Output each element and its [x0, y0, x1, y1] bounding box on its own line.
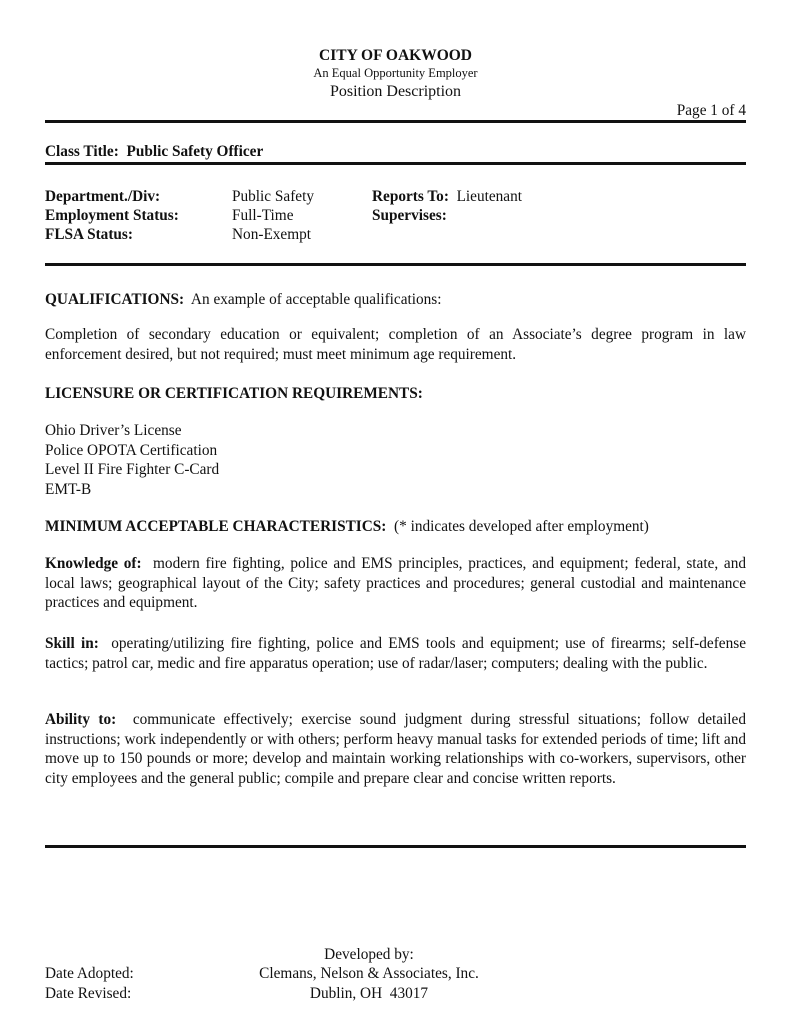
licensure-item: EMT-B [45, 480, 92, 498]
flsa-status-label: FLSA Status: [45, 226, 133, 243]
class-title-divider [45, 162, 746, 165]
licensure-item: Level II Fire Fighter C-Card [45, 461, 220, 478]
skill-label: Skill in: [45, 635, 99, 652]
tagline: An Equal Opportunity Employer [313, 66, 478, 80]
developer-address: Dublin, OH 43017 [309, 985, 429, 1002]
knowledge-paragraph [45, 554, 746, 613]
reports-to-value: Lieutenant [456, 188, 522, 205]
header-divider [45, 120, 746, 123]
flsa-status-value: Non-Exempt [232, 226, 312, 243]
employment-status-label: Employment Status: [45, 207, 179, 224]
qualifications-intro: An example of acceptable qualifications: [190, 291, 442, 308]
supervises-label: Supervises: [372, 207, 447, 224]
developed-by-label: Developed by: [324, 946, 414, 963]
qualifications-text: Completion of secondary education or equivalent; completion of an Associate’s degree program in law enforcement desired, but not required; must meet minimum age requirement. [45, 326, 746, 363]
reports-to [372, 187, 522, 206]
knowledge-text: modern fire fighting, police and EMS principles, practices, and equipment; federal, state, and local laws; geographical layout of the City; safety practices and procedures; general custodial and maintenance practices and equipment. [45, 555, 746, 611]
characteristics-heading-line [45, 517, 649, 536]
page-number: Page 1 of 4 [676, 102, 746, 119]
licensure-heading: LICENSURE OR CERTIFICATION REQUIREMENTS: [45, 385, 423, 402]
characteristics-note: (* indicates developed after employment) [394, 518, 649, 535]
employment-status-value: Full-Time [232, 207, 294, 224]
ability-label: Ability to: [45, 711, 117, 728]
knowledge-label: Knowledge of: [45, 555, 142, 572]
reports-to-label: Reports To: [372, 188, 449, 205]
footer-divider [45, 845, 746, 848]
qualifications-heading: QUALIFICATIONS: [45, 291, 185, 308]
info-divider [45, 263, 746, 266]
developer-company: Clemans, Nelson & Associates, Inc. [259, 965, 479, 982]
licensure-item: Ohio Driver’s License [45, 422, 182, 439]
document-type: Position Description [329, 83, 462, 100]
class-title [45, 142, 263, 161]
skill-text: operating/utilizing fire fighting, police and EMS tools and equipment; use of firearms; self-defense tactics; patrol car, medic and fire apparatus operation; use of radar/laser; computers; dealing with the public. [45, 635, 746, 672]
department-value: Public Safety [232, 188, 314, 205]
skill-paragraph [45, 634, 746, 673]
qualifications-heading-line [45, 290, 442, 309]
date-adopted-label: Date Adopted: [45, 965, 134, 982]
licensure-list [45, 421, 219, 499]
licensure-item: Police OPOTA Certification [45, 441, 218, 459]
ability-paragraph [45, 710, 746, 788]
class-title-value: Public Safety Officer [126, 143, 264, 160]
department-label: Department./Div: [45, 188, 161, 205]
organization-name: CITY OF OAKWOOD [319, 47, 472, 64]
class-title-label: Class Title: [45, 143, 119, 160]
date-revised-label: Date Revised: [45, 985, 132, 1002]
characteristics-heading: MINIMUM ACCEPTABLE CHARACTERISTICS: [45, 518, 387, 535]
ability-text: communicate effectively; exercise sound judgment during stressful situations; follow detailed instructions; work independently or with others; perform heavy manual tasks for extended periods of time; lift and move up to 150 pounds or more; develop and maintain working relationships with co-workers, supervisors, other city employees and the general public; compile and prepare clear and concise written reports. [45, 711, 746, 787]
